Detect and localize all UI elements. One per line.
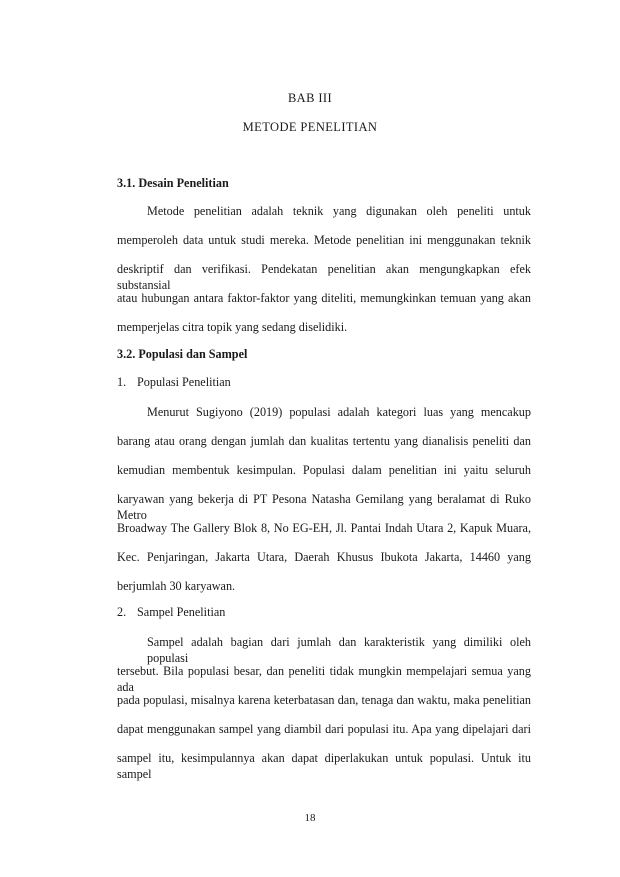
paragraph-line-wrap xyxy=(117,634,531,666)
paragraph-line-wrap xyxy=(117,520,531,536)
paragraph-line: deskriptif dan verifikasi. Pendekatan penelitian akan mengungkapkan efek substansial xyxy=(117,262,531,292)
chapter-number: BAB III xyxy=(287,91,333,105)
paragraph-line: Sampel adalah bagian dari jumlah dan karakteristik yang dimiliki oleh populasi xyxy=(147,635,531,665)
paragraph-line-wrap xyxy=(117,319,531,335)
paragraph-line: sampel itu, kesimpulannya akan dapat diperlakukan untuk populasi. Untuk itu sampel xyxy=(117,751,531,781)
paragraph-line-wrap xyxy=(117,549,531,565)
paragraph-line-wrap xyxy=(117,261,531,293)
paragraph-line: pada populasi, misalnya karena keterbatasan dan, tenaga dan waktu, maka penelitian xyxy=(117,693,531,707)
paragraph-line-wrap xyxy=(117,462,531,478)
chapter-title: METODE PENELITIAN xyxy=(242,120,378,134)
paragraph-line: Kec. Penjaringan, Jakarta Utara, Daerah Khusus Ibukota Jakarta, 14460 yang xyxy=(117,550,531,564)
paragraph-line-wrap xyxy=(117,663,531,695)
paragraph-line-wrap xyxy=(117,578,531,594)
list-item-number: 1. xyxy=(117,375,127,389)
paragraph-line: memperoleh data untuk studi mereka. Metode penelitian ini menggunakan teknik xyxy=(117,233,531,247)
paragraph-line: Broadway The Gallery Blok 8, No EG-EH, Jl. Pantai Indah Utara 2, Kapuk Muara, xyxy=(117,521,531,535)
paragraph-line-wrap xyxy=(117,721,531,737)
list-item-label: Populasi Penelitian xyxy=(137,375,231,389)
section-3-1-paragraph xyxy=(117,203,531,219)
paragraph-line: kemudian membentuk kesimpulan. Populasi dalam penelitian ini yaitu seluruh xyxy=(117,463,531,477)
page-number: 18 xyxy=(304,812,316,824)
paragraph-line-wrap xyxy=(117,491,531,523)
paragraph-line: Menurut Sugiyono (2019) populasi adalah kategori luas yang mencakup xyxy=(147,405,531,419)
paragraph-line: karyawan yang bekerja di PT Pesona Natasha Gemilang yang beralamat di Ruko Metro xyxy=(117,492,531,522)
paragraph-line: Metode penelitian adalah teknik yang digunakan oleh peneliti untuk xyxy=(147,204,531,218)
list-item-populasi xyxy=(117,375,531,390)
paragraph-line: tersebut. Bila populasi besar, dan peneliti tidak mungkin mempelajari semua yang ada xyxy=(117,664,531,694)
list-item-number: 2. xyxy=(117,605,127,619)
section-heading-3-1: 3.1. Desain Penelitian xyxy=(117,176,229,190)
paragraph-line-wrap xyxy=(117,692,531,708)
paragraph-line-wrap xyxy=(117,750,531,782)
paragraph-line-wrap xyxy=(117,290,531,306)
paragraph-line-wrap xyxy=(117,404,531,420)
paragraph-line: dapat menggunakan sampel yang diambil dari populasi itu. Apa yang dipelajari dari xyxy=(117,722,531,736)
paragraph-line-wrap xyxy=(117,433,531,449)
list-item-label: Sampel Penelitian xyxy=(137,605,226,619)
paragraph-line-last: memperjelas citra topik yang sedang diselidiki. xyxy=(117,320,348,334)
section-heading-3-2: 3.2. Populasi dan Sampel xyxy=(117,347,248,361)
paragraph-line-last: berjumlah 30 karyawan. xyxy=(117,579,236,593)
paragraph-line-wrap xyxy=(117,232,531,248)
list-item-sampel xyxy=(117,605,531,620)
paragraph-line: atau hubungan antara faktor-faktor yang diteliti, memungkinkan temuan yang akan xyxy=(117,291,531,305)
paragraph-line: barang atau orang dengan jumlah dan kualitas tertentu yang dianalisis peneliti dan xyxy=(117,434,531,448)
